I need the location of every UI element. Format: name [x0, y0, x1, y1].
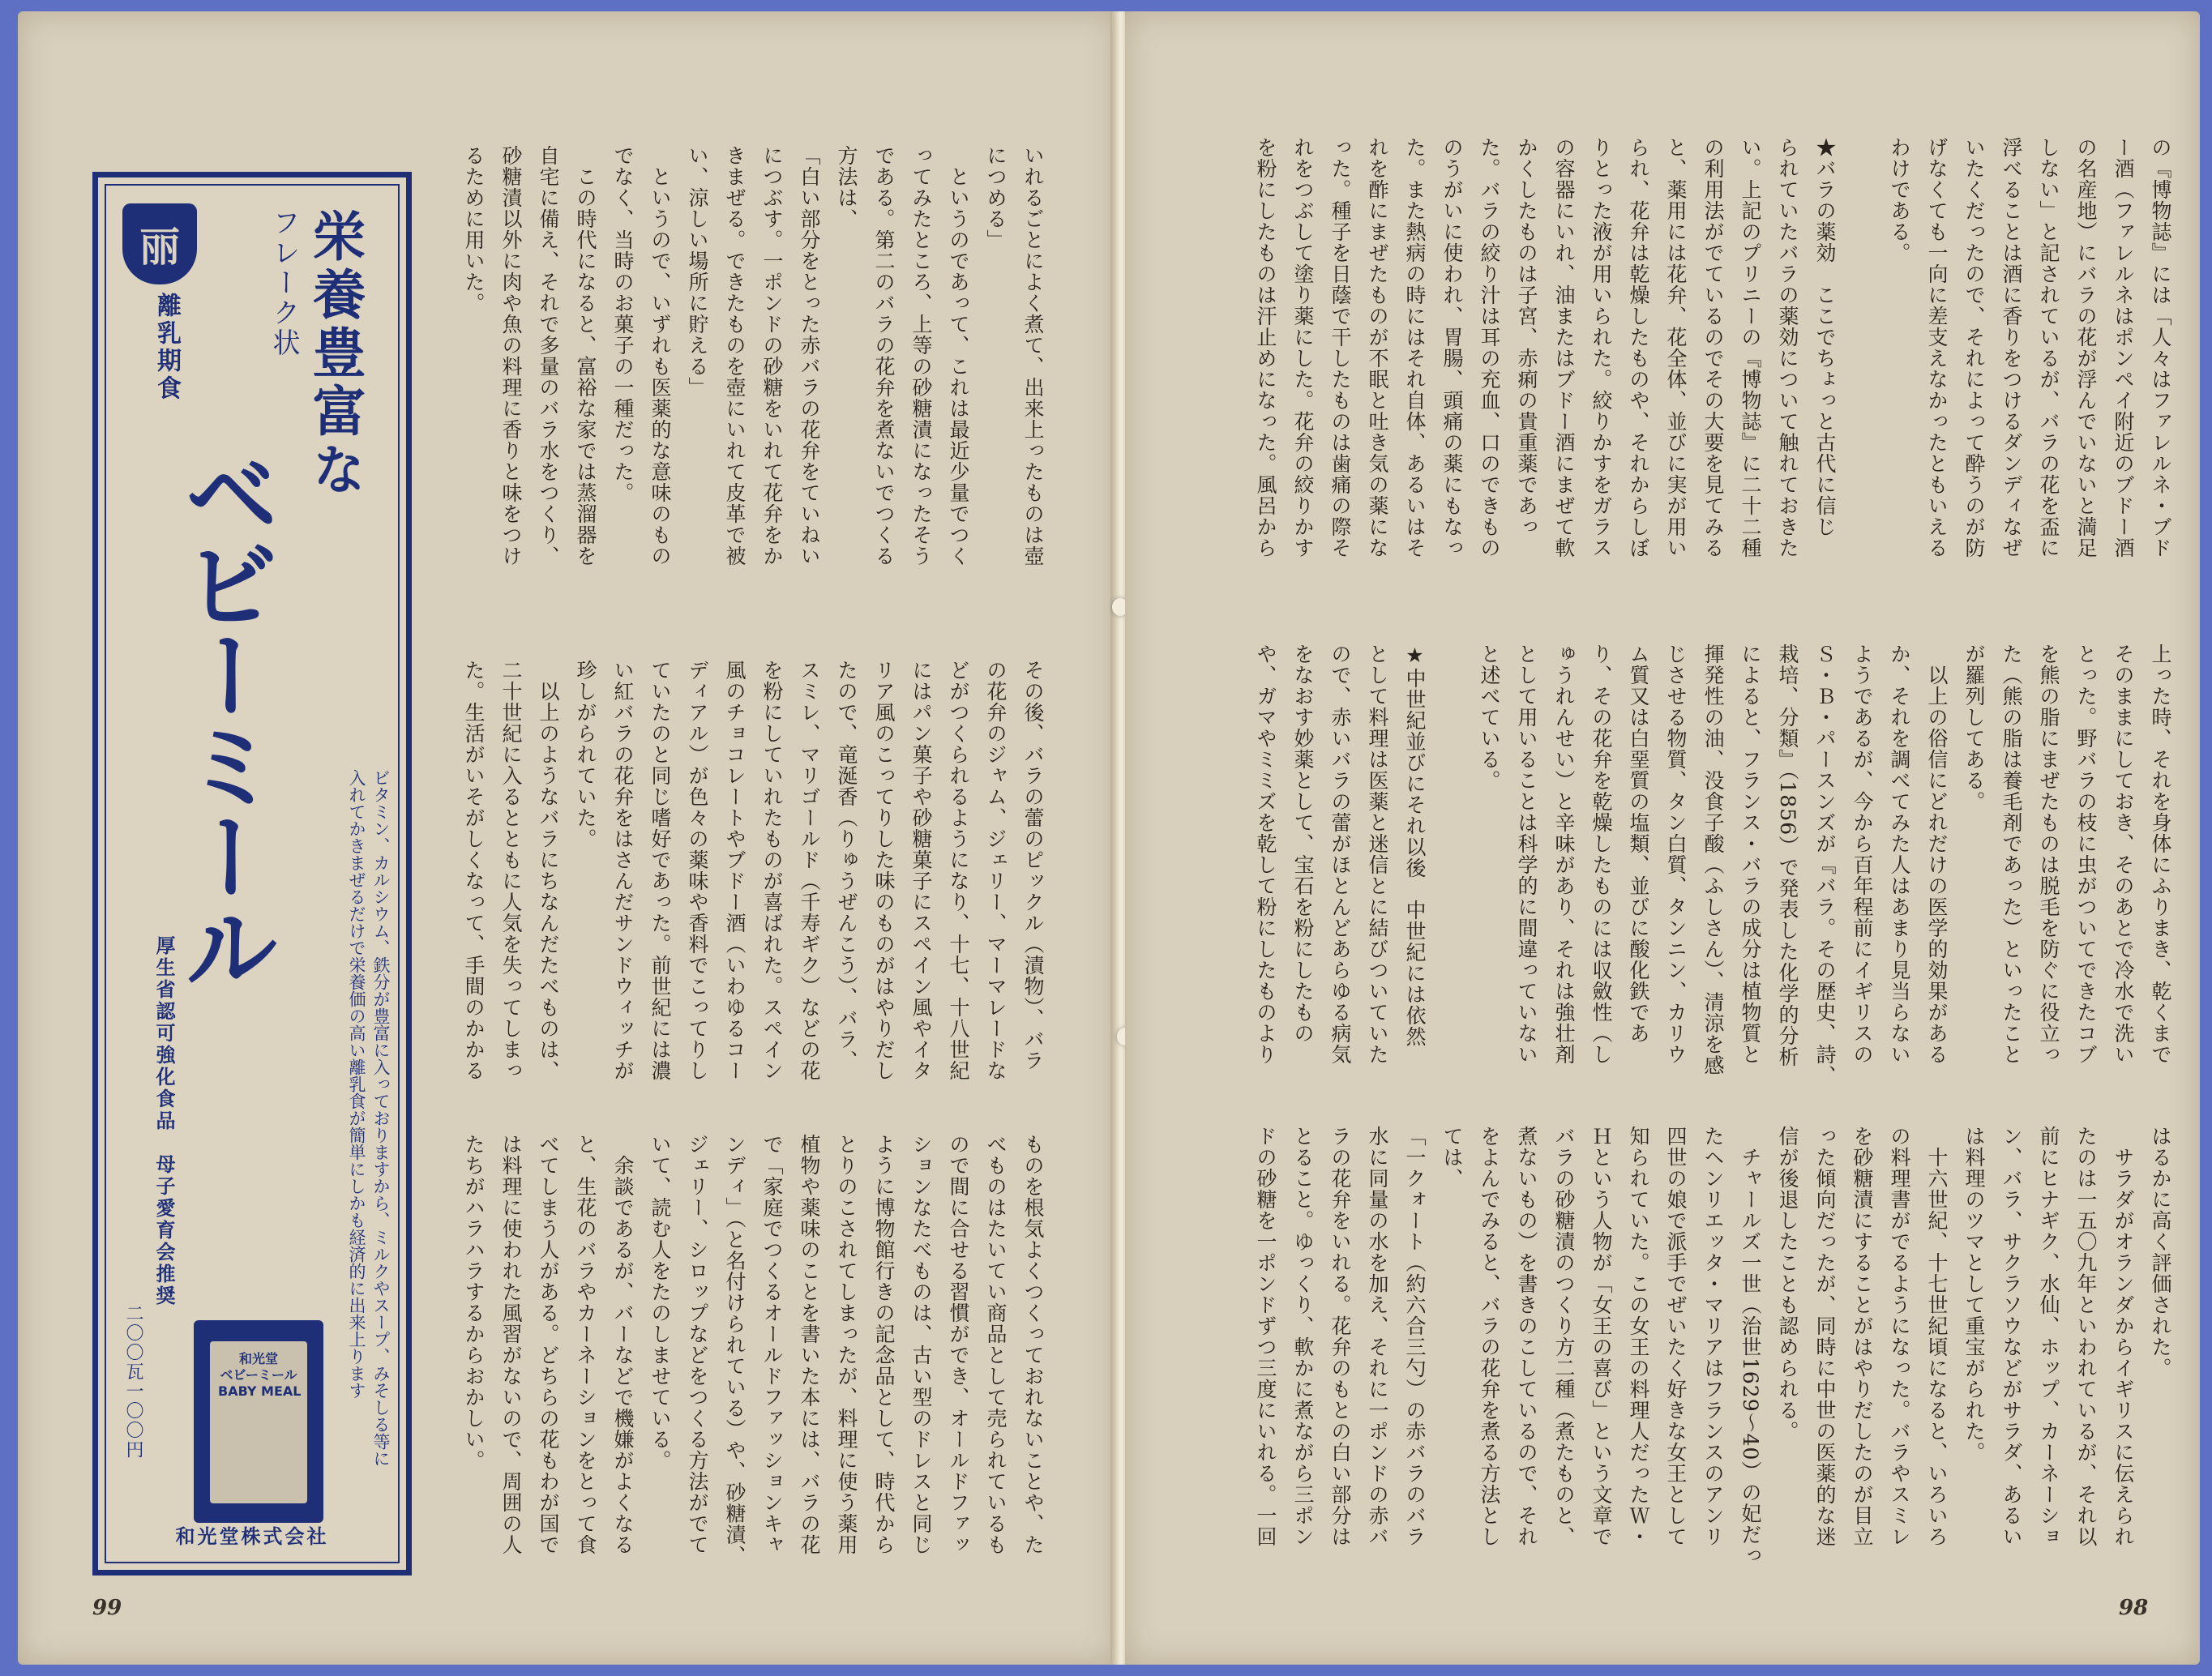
ad-form: フレーク状	[267, 208, 300, 358]
ad-tagline: 栄養豊富な	[303, 208, 366, 500]
left-column-middle: その後、バラの蕾のピックル（漬物）、バラ の花弁のジャム、ジェリー、マーマレードな どがつくられるようになり、十七、十八世紀 にはパン菓子や砂糖菓子にスペイン風やイタ リア風のこってりした味のものがはやりだし たので、竜涎香（りゅうぜんこう）、バラ、 スミレ、マリゴールド（千寿ギク）などの花 を粉にしていれたものが喜ばれた。スペイン 風のチョコレートやブドー酒（いわゆるコー ディアル）が色々の薬味や香料でこってりし ていたのと同じ嗜好であった。前世紀には濃 い紅バラの花弁をはさんだサンドウィッチが 珍しがられていた。 以上のようなバラにちなんだたべものは、 二十世紀に入るとともに人気を失ってしまっ た。生活がいそがしくなって、手間のかかる	[462, 660, 1045, 1081]
product-package-image	[194, 1320, 323, 1523]
advertisement-box	[92, 172, 412, 1576]
page-number-left: 99	[92, 1596, 122, 1620]
left-column-lower: ものを根気よくつくっておれないことや、た べものはたいてい商品として売られているも ので間に合せる習慣ができ、オールドファッ ションなたべものは、古い型のドレスと同じ ように博物館行きの記念品として、時代から とりのこされてしまったが、料理に使う薬用 植物や薬味のことを書いた本には、バラの花 で「家庭でつくるオールドファッションキャ ンディ」（と名付けられている）や、砂糖漬、 ジェリー、シロップなどをつくる方法がでて いて、読む人をたのしませている。 余談であるが、バーなどで機嫌がよくなる と、生花のバラやカーネーションをとって食 べてしまう人がある。どちらの花もわが国で は料理に使われた風習がないので、周囲の人 たちがハラハラするからおかしい。	[462, 1134, 1045, 1567]
package-label: 和光堂 ベビーミール BABY MEAL	[218, 1351, 302, 1399]
ad-product-name: ベビーミール	[168, 445, 280, 990]
left-page	[18, 11, 1117, 1665]
page-number-right: 98	[2119, 1596, 2149, 1620]
logo-mark: 丽	[139, 223, 180, 271]
ad-certification: 厚生省認可強化食品 母子愛育会推奨	[152, 935, 175, 1307]
ad-category: 離乳期食	[152, 293, 181, 403]
advertisement-inner-frame	[105, 184, 400, 1563]
brand-logo-icon	[122, 203, 197, 284]
package-face	[210, 1341, 307, 1503]
ad-price: 二〇〇瓦一〇〇円	[123, 1304, 143, 1460]
right-column-upper: の『博物誌』には「人々はファレルネ・ブド ー酒（ファレルネはポンペイ附近のブドー酒 の名産地）にバラの花が浮んでいないと満足 しない」と記されているが、バラの花を盃に 浮べることは酒に香りをつけるダンディなぜ いたくだったので、それによって酔うのが防 げなくても一向に差支えなかったともいえる わけである。 ★バラの薬効 ここでちょっと古代に信じ られていたバラの薬効について触れておきた い。上記のプリニーの『博物誌』に二十二種 の利用法がでているのでその大要を見てみる と、薬用には花弁、花全体、並びに実が用い られ、花弁は乾燥したものや、それからしぼ りとった液が用いられた。絞りかすをガラス の容器にいれ、油またはブドー酒にまぜて軟 かくしたものは子宮、赤痢の貴重薬であっ た。バラの絞り汁は耳の充血、口のできもの のうがいに使われ、胃腸、頭痛の薬にもなっ た。また熱病の時にはそれ自体、あるいはそ れを酢にまぜたものが不眠と吐き気の薬にな った。種子を日蔭で干したものは歯痛の際そ れをつぶして塗り薬にした。花弁の絞りかす を粉にしたものは汗止めになった。風呂から	[1254, 137, 2172, 558]
ad-description: ビタミン、カルシウム、鉄分が豊富に入っておりますから、ミルクやスープ、みそしる等に 入れてかきまぜるだけで栄養価の高い離乳食が簡単にしかも経済的に出来上ります	[347, 769, 391, 1467]
ad-company: 和光堂株式会社	[175, 1525, 329, 1548]
right-column-middle: 上った時、それを身体にふりまき、乾くまで そのままにしておき、そのあとで冷水で洗い とった。野バラの枝に虫がついてできたコブ を熊の脂にまぜたものは脱毛を防ぐに役立っ た（熊の脂は養毛剤であった）といったこと が羅列してある。 以上の俗信にどれだけの医学的効果がある か、それを調べてみた人はあまり見当らない ようであるが、今から百年程前にイギリスの Ｓ・Ｂ・パースンズが『バラ。その歴史、詩、 栽培、分類』（1856）で発表した化学的分析 によると、フランス・バラの成分は植物質と 揮発性の油、没食子酸（ふしさん）、清涼を感 じさせる物質、タン白質、タンニン、カリウ ム質又は白堊質の塩類、並びに酸化鉄であ り、その花弁を乾燥したものには収斂性（し ゅうれんせい）と辛味があり、それは強壮剤 として用いることは科学的に間違っていない と述べている。 ★中世紀並びにそれ以後 中世紀には依然 として料理は医薬と迷信とに結びついていた ので、赤いバラの蕾がほとんどあらゆる病気 をなおす妙薬として、宝石を粉にしたもの や、ガマやミミズを乾して粉にしたものより	[1254, 643, 2172, 1086]
right-page	[1125, 11, 2200, 1665]
left-column-upper-right: いれるごとによく煮て、出来上ったものは壺 につめる」 というのであって、これは最近少量でつく ってみたところ、上等の砂糖漬になったそう である。第二のバラの花弁を煮ないでつくる 方法は、 「白い部分をとった赤バラの花弁をていねい につぶす。一ポンドの砂糖をいれて花弁をか きまぜる。できたものを壺にいれて皮革で被 い、涼しい場所に貯える」 というので、いずれも医薬的な意味のもの でなく、当時のお菓子の一種だった。 この時代になると、富裕な家では蒸溜器を 自宅に備え、それで多量のバラ水をつくり、 砂糖漬以外に肉や魚の料理に香りと味をつけ るために用いた。	[462, 145, 1045, 567]
right-column-lower: はるかに高く評価された。 サラダがオランダからイギリスに伝えられ たのは一五〇九年といわれているが、それ以 前にヒナギク、水仙、ホップ、カーネーショ ン、バラ、サクラソウなどがサラダ、あるい は料理のツマとして重宝がられた。 十六世紀、十七世紀頃になると、いろいろ の料理書がでるようになった。バラやスミレ を砂糖漬にすることがはやりだしたのが目立 った傾向だったが、同時に中世の医薬的な迷 信が後退したことも認められる。 チャールズ一世（治世1629〜40）の妃だっ たヘンリエッタ・マリアはフランスのアンリ 四世の娘で派手でぜいたく好きな女王として 知られていた。この女王の料理人だったＷ・ Ｈという人物が「女王の喜び」という文章で バラの砂糖漬のつくり方二種（煮たものと、 煮ないもの）を書きのこしているので、それ をよんでみると、バラの花弁を煮る方法とし ては、 「一クォート（約六合三勺）の赤バラのバラ 水に同量の水を加え、それに一ポンドの赤バ ラの花弁をいれる。花弁のもとの白い部分は とること。ゆっくり、軟かに煮ながら三ポン ドの砂糖を一ポンドずつ三度にいれる。一回	[1254, 1126, 2172, 1567]
